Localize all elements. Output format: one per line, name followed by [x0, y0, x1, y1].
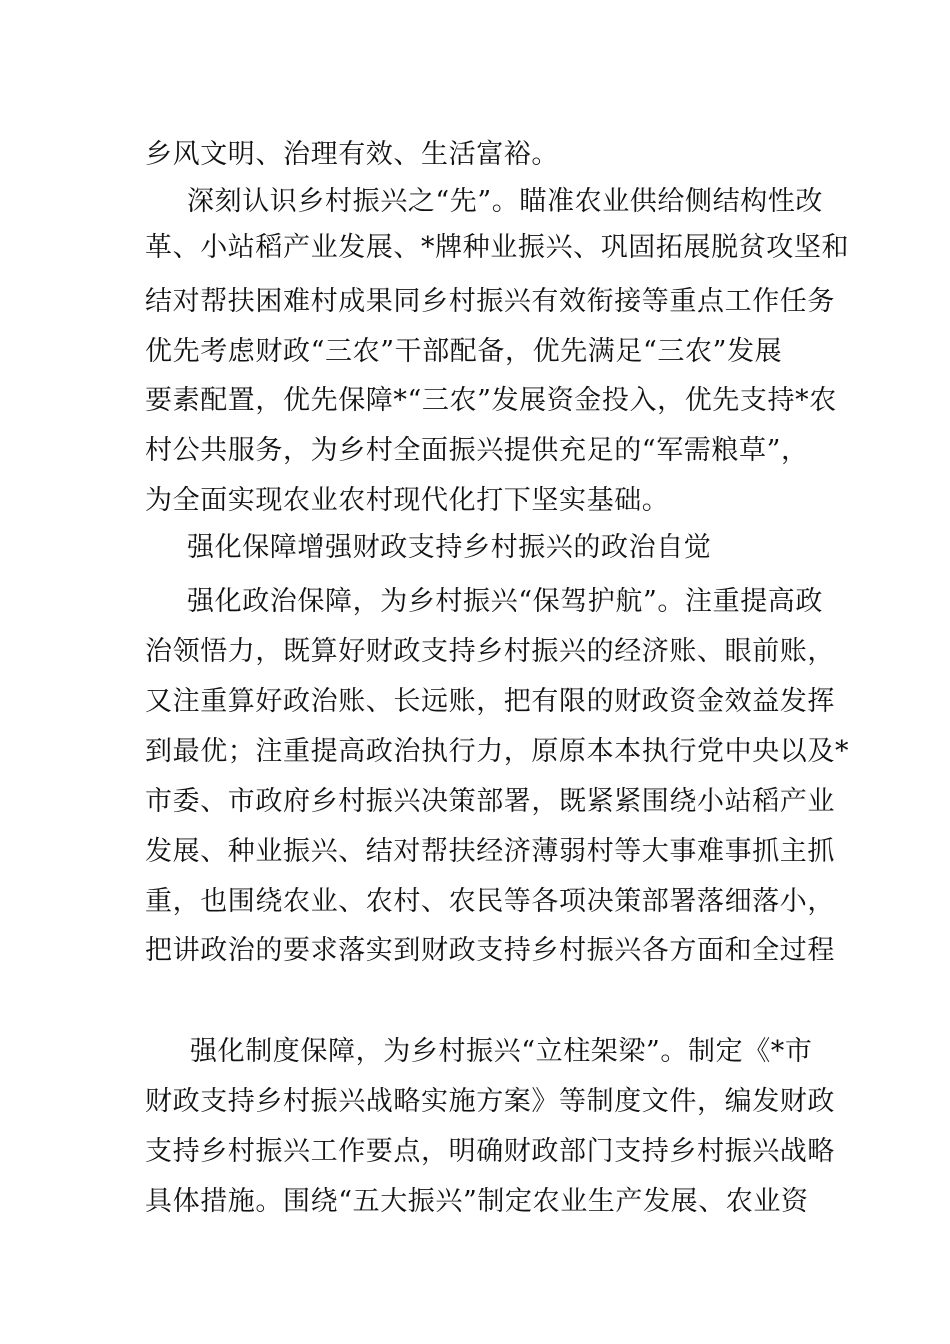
text-line-11: 治领悟力，既算好财政支持乡村振兴的经济账、眼前账， [145, 636, 835, 667]
text-line-3: 革、小站稻产业发展、*牌种业振兴、巩固拓展脱贫攻坚和 [145, 232, 850, 263]
text-line-19: 财政支持乡村振兴战略实施方案》等制度文件，编发财政 [145, 1086, 835, 1117]
text-line-7: 村公共服务，为乡村全面振兴提供充足的“军需粮草”， [145, 435, 809, 466]
text-line-8: 为全面实现农业农村现代化打下坚实基础。 [145, 485, 670, 516]
text-line-18: 强化制度保障，为乡村振兴“立柱架梁”。制定《*市 [190, 1036, 813, 1067]
text-line-14: 市委、市政府乡村振兴决策部署，既紧紧围绕小站稻产业 [145, 786, 835, 817]
section-heading: 强化保障增强财政支持乡村振兴的政治自觉 [187, 532, 712, 563]
text-line-13: 到最优；注重提高政治执行力，原原本本执行党中央以及* [145, 736, 850, 767]
text-line-20: 支持乡村振兴工作要点，明确财政部门支持乡村振兴战略 [145, 1136, 835, 1167]
text-line-6: 要素配置，优先保障*“三农”发展资金投入，优先支持*农 [145, 385, 837, 416]
text-line-16: 重，也围绕农业、农村、农民等各项决策部署落细落小， [145, 886, 835, 917]
text-line-15: 发展、种业振兴、结对帮扶经济薄弱村等大事难事抓主抓 [145, 836, 835, 867]
text-line-4: 结对帮扶困难村成果同乡村振兴有效衔接等重点工作任务 [145, 286, 835, 317]
text-line-5: 优先考虑财政“三农”干部配备，优先满足“三农”发展 [145, 336, 783, 367]
text-line-1: 乡风文明、治理有效、生活富裕。 [145, 139, 559, 170]
text-line-21: 具体措施。围绕“五大振兴”制定农业生产发展、农业资 [145, 1186, 809, 1217]
text-line-12: 又注重算好政治账、长远账，把有限的财政资金效益发挥 [145, 686, 835, 717]
text-line-10: 强化政治保障，为乡村振兴“保驾护航”。注重提高政 [187, 586, 824, 617]
text-line-17: 把讲政治的要求落实到财政支持乡村振兴各方面和全过程 [145, 935, 835, 966]
text-line-2: 深刻认识乡村振兴之“先”。瞄准农业供给侧结构性改 [187, 186, 824, 217]
